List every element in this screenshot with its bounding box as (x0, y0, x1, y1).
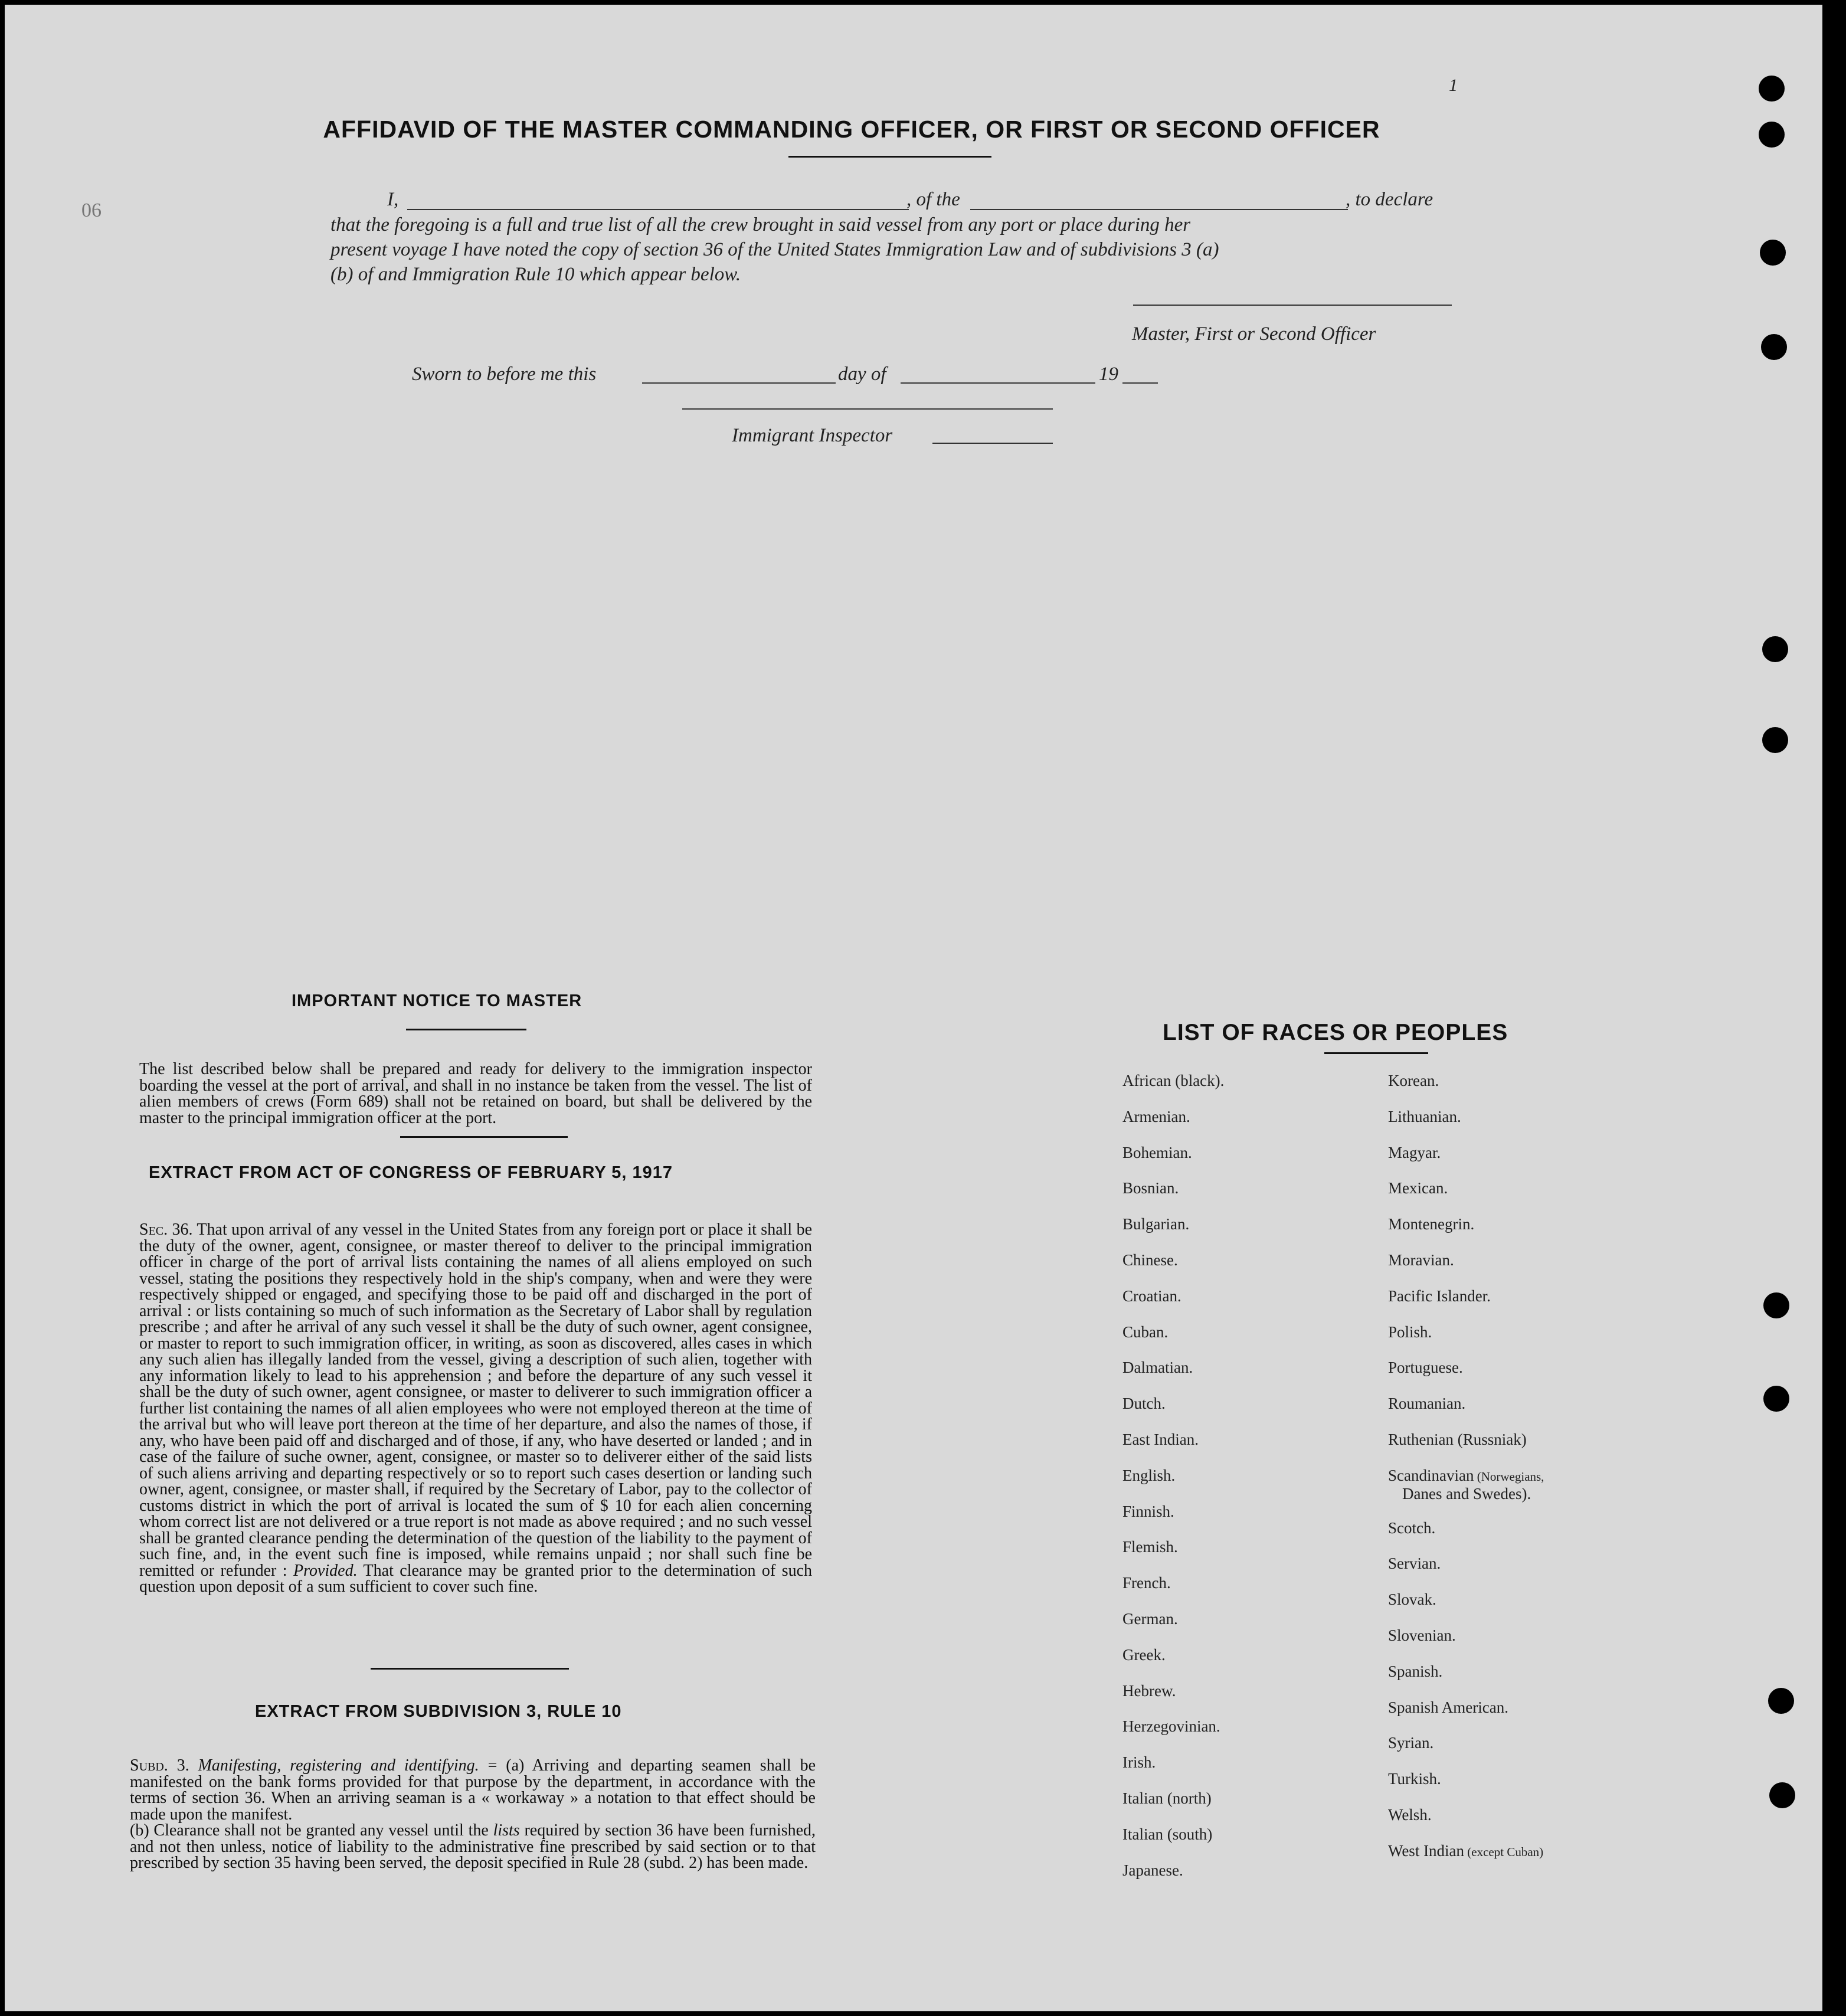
binder-hole (1760, 240, 1786, 266)
affidavid-line-2: that the foregoing is a full and true list of all the crew brought in said vessel from any port or place during her (330, 214, 1191, 235)
binder-hole (1768, 1688, 1794, 1714)
race-item-label: Portuguese. (1388, 1359, 1463, 1377)
inspector-label: Immigrant Inspector (732, 425, 893, 446)
rule-heading: Manifesting, registering and identifying. (198, 1756, 479, 1775)
race-item: Italian (south) (1122, 1825, 1213, 1843)
races-rule (1324, 1052, 1428, 1054)
race-item (1388, 1626, 1456, 1645)
race-item-label: Slovenian. (1388, 1626, 1456, 1644)
act-body-end: That clearance may be granted prior to the determination of such question upon deposit of a sum sufficient to cover such fine. (139, 1561, 813, 1596)
signature-field[interactable] (1133, 305, 1452, 306)
race-item: Chinese. (1122, 1251, 1178, 1269)
rule-text (130, 1758, 816, 1871)
race-item (1388, 1590, 1436, 1609)
race-item: Japanese. (1122, 1861, 1183, 1879)
race-item: Flemish. (1122, 1538, 1178, 1556)
act-divider (371, 1668, 569, 1670)
page-number: 1 (1449, 76, 1458, 95)
races-title: LIST OF RACES OR PEOPLES (1163, 1020, 1508, 1045)
sworn-label: Sworn to before me this (412, 364, 597, 385)
declare-text: , to declare (1346, 189, 1433, 210)
race-item (1388, 1215, 1474, 1233)
race-item (1388, 1734, 1433, 1752)
race-item-label: Welsh. (1388, 1806, 1432, 1824)
race-item-label: Scandinavian (1388, 1466, 1474, 1484)
race-item: Herzegovinian. (1122, 1717, 1220, 1736)
race-item-label: Polish. (1388, 1323, 1432, 1341)
race-item-label: Pacific Islander. (1388, 1287, 1491, 1305)
affidavid-line-3: present voyage I have noted the copy of section 36 of the United States Immigration Law and of subdivisions 3 (a) (330, 239, 1219, 260)
race-item: French. (1122, 1574, 1171, 1592)
sworn-month-field[interactable] (901, 382, 1095, 384)
race-item (1388, 1395, 1465, 1413)
binder-hole (1762, 636, 1788, 662)
race-item (1388, 1108, 1461, 1126)
race-item (1388, 1806, 1432, 1824)
declarant-name-field[interactable] (407, 209, 909, 210)
affidavid-line-4: (b) of and Immigration Rule 10 which appear below. (330, 264, 741, 285)
race-item: Dalmatian. (1122, 1359, 1193, 1377)
race-item-label: Lithuanian. (1388, 1107, 1461, 1125)
race-item: Cuban. (1122, 1323, 1169, 1341)
race-item-label: Scotch. (1388, 1518, 1436, 1537)
rule-para-b-start: (b) Clearance shall not be granted any vessel until the (130, 1821, 489, 1840)
race-item: Bulgarian. (1122, 1215, 1190, 1233)
race-item-note-cont: Danes and Swedes). (1402, 1484, 1531, 1503)
vessel-name-field[interactable] (970, 209, 1348, 210)
sworn-year-field[interactable] (1122, 382, 1158, 384)
race-item-label: Korean. (1388, 1072, 1439, 1089)
race-item (1388, 1519, 1435, 1537)
race-item-label: Montenegrin. (1388, 1215, 1475, 1233)
binder-hole (1759, 122, 1785, 148)
inspector-signature-field[interactable] (682, 408, 1053, 410)
race-item: Hebrew. (1122, 1681, 1176, 1700)
binder-hole (1759, 76, 1785, 102)
race-item-label: Syrian. (1388, 1734, 1434, 1752)
race-item-label: Roumanian. (1388, 1395, 1466, 1413)
year-label: 19 (1099, 364, 1118, 385)
document-page (5, 5, 1822, 2011)
race-item: Bosnian. (1122, 1179, 1179, 1197)
race-item: African (black). (1122, 1072, 1225, 1089)
binder-hole (1763, 1292, 1789, 1318)
binder-hole (1769, 1782, 1795, 1808)
race-item-label: Slovak. (1388, 1590, 1436, 1609)
race-item-label: Servian. (1388, 1554, 1441, 1573)
sworn-day-field[interactable] (642, 382, 836, 384)
day-of-label: day of (838, 364, 886, 385)
signature-label: Master, First or Second Officer (1132, 323, 1376, 345)
act-text (139, 1222, 812, 1595)
race-item (1388, 1554, 1441, 1573)
race-item-label: Moravian. (1388, 1251, 1454, 1269)
race-item: Italian (north) (1122, 1789, 1212, 1807)
binder-hole (1763, 1386, 1789, 1412)
binder-hole (1762, 727, 1788, 753)
notice-text: The list described below shall be prepared and ready for delivery to the immigration inspector boarding the vessel at the port of arrival, and shall in no instance be taken from the vessel. The list of alien members of crews (Form 689) shall not be retained on board, but shall be delivered by the master to the principal immigration officer at the port. (139, 1060, 812, 1127)
race-item-note: (Norwegians, (1474, 1469, 1544, 1484)
race-item: East Indian. (1122, 1431, 1199, 1448)
race-item-label: Mexican. (1388, 1179, 1448, 1197)
vessel-label: , of the (906, 189, 960, 210)
margin-mark: 06 (81, 199, 102, 221)
rule-para-a: = (a) Arriving and departing seamen shall be manifested on the bank forms provided for that purpose by the department, in accordance with the terms of section 36. When an arriving seaman is a « workaway » a notation to that effect should be made upon the manifest. (130, 1756, 816, 1824)
race-item-label: Spanish. (1388, 1662, 1443, 1680)
race-item (1388, 1467, 1544, 1503)
race-item (1388, 1179, 1448, 1197)
race-item: Bohemian. (1122, 1143, 1192, 1161)
race-item (1388, 1662, 1442, 1681)
race-item (1388, 1251, 1454, 1269)
affidavid-title: AFFIDAVID OF THE MASTER COMMANDING OFFICER, OR FIRST OR SECOND OFFICER (323, 116, 1380, 143)
race-item (1388, 1144, 1441, 1162)
race-item: Irish. (1122, 1753, 1156, 1772)
race-item-note: (except Cuban) (1464, 1844, 1544, 1859)
binder-hole (1761, 334, 1787, 360)
notice-title: IMPORTANT NOTICE TO MASTER (292, 991, 582, 1010)
race-item (1388, 1287, 1491, 1305)
race-item: German. (1122, 1610, 1178, 1628)
race-item (1388, 1770, 1441, 1788)
race-item: Armenian. (1122, 1107, 1190, 1125)
race-item (1388, 1431, 1527, 1449)
race-item: Dutch. (1122, 1395, 1166, 1413)
rule-para-b-end: required by section 36 have been furnished, and not then unless, notice of liability to the administrative fine prescribed by said section or to that prescribed by section 35 having been served, the deposit specified in Rule 28 (subd. 2) has been made. (130, 1821, 816, 1872)
act-provided: Provided. (293, 1561, 358, 1580)
race-item: Greek. (1122, 1645, 1166, 1664)
inspector-name-field[interactable] (932, 443, 1053, 444)
race-item (1388, 1842, 1543, 1860)
act-body: That upon arrival of any vessel in the United States from any foreign port or place it shall be the duty of the owner, agent, consignee, or master thereof to deliver to the principal immigration officer in charge of the port of arrival lists containing the names of all aliens employed on such vessel, stating the positions they respectively hold in the ship's company, when and were they were respectively shipped or engaged, and specifying those to be paid off and discharged in the port of arrival : or lists containing so much of such information as the Secretary of Labor shall by regulation prescribe ; and after he arrival of any such vessel it shall be the duty of such owner, agent consignee, or master to report to such immigration officer, in writing, as soon as discovered, alles cases in which any such alien has illegally landed from the vessel, giving a description of such alien, together with any information likely to lead to his apprehension ; and before the departure of any such vessel it shall be the duty of such owner, agent consignee, or master to deliverer to such immigration officer a further list containing the names of all alien employees who were not employed thereon at the time of the arrival but who will leave port thereon at the time of her departure, and also the names of those, if any, who have been paid off and discharged and of those, if any, who have deserted or landed ; and in case of the failure of suche owner, agent, consignee, or master so to deliverer either of the said lists of such aliens arriving and departing respectively or so to report such cases desertion or landing such owner, agent, consignee, or master shall, if required by the Secretary of Labor, pay to the collector of customs district in which the port of arrival is located the sum of $ 10 for each alien concerning whom correct list are not delivered or a true report is not made as above required ; and no such vessel shall be granted clearance pending the determination of the question of the liability to the payment of such fine, and, in the event such fine is imposed, while remains unpaid ; nor shall such fine be remitted or refunder : (139, 1220, 812, 1580)
race-item (1388, 1072, 1439, 1090)
race-item-label: Turkish. (1388, 1770, 1441, 1788)
race-item: English. (1122, 1466, 1176, 1484)
act-section-label: Sec. 36. (139, 1220, 193, 1239)
declarant-label: I, (387, 189, 399, 210)
notice-rule (406, 1029, 526, 1030)
rule-title: EXTRACT FROM SUBDIVISION 3, RULE 10 (255, 1702, 622, 1721)
race-item: Croatian. (1122, 1287, 1181, 1305)
act-title: EXTRACT FROM ACT OF CONGRESS OF FEBRUARY 5, 1917 (149, 1163, 673, 1182)
race-item: Finnish. (1122, 1502, 1174, 1520)
race-item (1388, 1323, 1432, 1341)
rule-subd-label: Subd. 3. (130, 1756, 189, 1775)
race-item-label: Magyar. (1388, 1143, 1441, 1161)
race-item (1388, 1359, 1463, 1377)
rule-para-b-lists: lists (493, 1821, 520, 1840)
race-item-label: West Indian (1388, 1841, 1465, 1860)
race-item-label: Spanish American. (1388, 1698, 1508, 1716)
race-item (1388, 1698, 1508, 1717)
notice-divider (400, 1136, 568, 1138)
race-item-label: Ruthenian (Russniak) (1388, 1431, 1527, 1448)
title-rule (788, 156, 991, 158)
